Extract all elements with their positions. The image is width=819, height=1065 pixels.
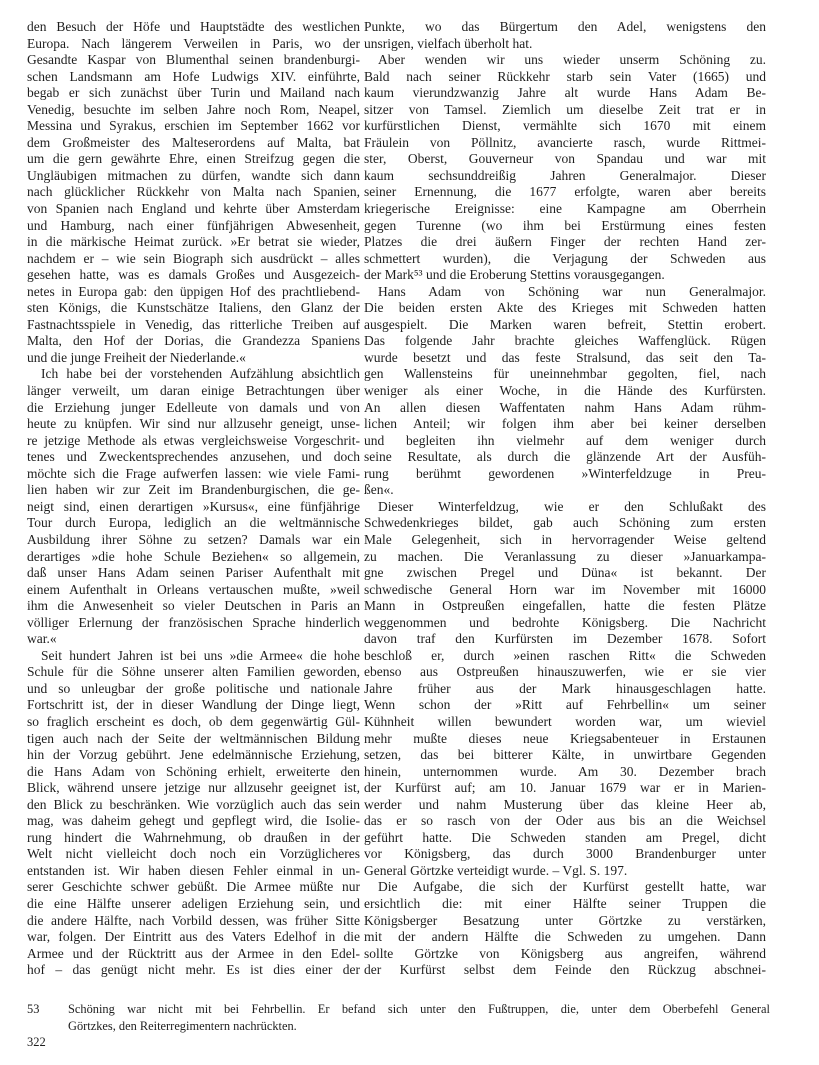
text-line: ihm die Anwesenheit so vieler Deutschen in Paris an	[27, 598, 360, 614]
footnote	[27, 1001, 770, 1035]
text-line: Schwedenkrieges bildet, gab auch Schöning zum ersten	[364, 515, 766, 531]
text-line: Die Aufgabe, die sich der Kurfürst gestellt hatte, war	[378, 879, 766, 895]
page-number: 322	[27, 1035, 46, 1049]
text-line: den Blick zu beschränken. Wie vorzüglich auch das sein	[27, 796, 360, 812]
text-line: Aber wenden wir uns wieder unserm Schöning zu.	[378, 52, 766, 68]
text-line: war.«	[27, 631, 57, 647]
text-line: hof – das genügt nicht mehr. Es ist dies einer der	[27, 962, 360, 978]
text-line: Jahre früher aus der Mark hinausgeschlagen hatte.	[364, 680, 766, 696]
text-line: geführt hatte. Die Schweden standen am Pregel, dicht	[364, 829, 766, 845]
text-line: werder und nahm Musterung über das kleine Heer ab,	[364, 796, 766, 812]
text-line: Das folgende Jahr brachte gleiches Waffenglück. Rügen	[364, 333, 766, 349]
text-line: mehr mußte dieses neue Kriegsabenteuer in Erstaunen	[364, 730, 766, 746]
text-line: Tour durch Europa, lediglich an die weltmännische	[27, 515, 360, 531]
text-line: kaum vierundzwanzig Jahre alt wurde Hans Adam Be-	[364, 85, 766, 101]
text-line: Wenn schon der »Ritt auf Fehrbellin« um seiner	[364, 697, 766, 713]
text-line: tenes und Zweckentsprechendes anzusehen, und doch	[27, 449, 360, 465]
text-line: um die gern gewährte Ehre, einen Streifzug gegen die	[27, 151, 360, 167]
text-line: kriegerische Ereignisse: eine Kampagne am Oberrhein	[364, 201, 766, 217]
text-line: und so unleugbar der große politische und nationale	[27, 680, 360, 696]
text-line: hin der Vorzug gebührt. Jene edelmännische Erziehung,	[27, 747, 360, 763]
text-line: gesehen hatte, was es damals Großes und Ausgezeich-	[27, 267, 360, 283]
text-line: hinein, unternommen wurde. Am 30. Dezember brach	[364, 763, 766, 779]
text-line: beschloß er, durch »einen raschen Ritt« die Schweden	[364, 647, 766, 663]
text-line: ßen«.	[364, 482, 394, 498]
text-line: Gesandte Kaspar von Blumenthal seinen brandenburgi-	[27, 52, 360, 68]
text-line: war, folgen. Der Eintritt aus des Vaters Edelhof in die	[27, 929, 360, 945]
text-line: setzen, das bei bitterer Kälte, in unwirtbare Gegenden	[364, 747, 766, 763]
text-line: Welt nicht vielleicht doch noch ein Vorzüglicheres	[27, 846, 360, 862]
text-line: Ich habe bei der vorstehenden Aufzählung absichtlich	[41, 366, 360, 382]
text-line: gen Wallensteins für uneinnehmbar gegolten, fiel, nach	[364, 366, 766, 382]
text-line: und die junge Freiheit der Niederlande.«	[27, 349, 246, 365]
text-line: Messina und Syrakus, erschien im September 1662 vor	[27, 118, 360, 134]
text-line: nach glücklicher Rückkehr von Malta nach Spanien,	[27, 184, 360, 200]
text-line: seiner Ernennung, die 1677 erfolgte, waren aber bereits	[364, 184, 766, 200]
text-line: entstanden ist. Wir haben diesen Fehler einmal in un-	[27, 862, 360, 878]
text-line: Platzes die drei äußern Finger der rechten Hand zer-	[364, 234, 766, 250]
text-line: Dieser Winterfeldzug, wie er den Schlußakt des	[378, 498, 766, 514]
text-line: davon traf den Kurfürsten im Dezember 1678. Sofort	[364, 631, 766, 647]
text-line: lichen Anteil; wir folgen ihm aber bei keiner derselben	[364, 416, 766, 432]
text-line: serer Geschichte schwer gebüßt. Die Armee müßte nur	[27, 879, 360, 895]
text-line: ausgespielt. Die Marken waren befreit, Stettin erobert.	[364, 316, 766, 332]
text-line: Fastnachtsspiele in Venedig, das ritterliche Treiben auf	[27, 316, 360, 332]
text-column-right	[364, 19, 766, 979]
text-line: von Spanien nach England und kehrte über Amsterdam	[27, 201, 360, 217]
text-line: lien haben wir zur Zeit im Brandenburgischen, die ge-	[27, 482, 360, 498]
text-line: schmettert wurden), die Verjagung der Schweden aus	[364, 250, 766, 266]
text-line: begab er sich zunächst über Turin und Mailand nach	[27, 85, 360, 101]
text-line: ster, Oberst, Gouverneur von Spandau und war mit	[364, 151, 766, 167]
text-line: ersichtlich die: mit einer Hälfte seiner Truppen die	[364, 895, 766, 911]
text-line: re jetzige Methode als etwas vergleichsweise Vorgeschrit-	[27, 432, 360, 448]
text-line: kaum sechsunddreißig Jahren Generalmajor. Dieser	[364, 167, 766, 183]
text-line: nachdem er – wie sein Biograph sich ausdrückt – alles	[27, 250, 360, 266]
text-line: den Besuch der Höfe und Hauptstädte des westlichen	[27, 19, 360, 34]
text-line: der Mark⁵³ und die Eroberung Stettins vorausgegangen.	[364, 267, 665, 283]
text-line: schen Landsmann am Hofe Ludwigs XIV. einführte,	[27, 68, 360, 84]
text-line: einem Aufenthalt in Orleans vertauschen mußte, »weil	[27, 581, 360, 597]
text-line: und begleiten ihn vielmehr auf dem weniger durch	[364, 432, 766, 448]
footnote-line: Görtzkes, den Reiterregimentern nachrückten.	[68, 1019, 297, 1034]
text-line: der Kurfürst selbst dem Feinde den Rückzug abschnei-	[364, 962, 766, 978]
footnote-number: 53	[27, 1002, 40, 1016]
text-line: die Erziehung junger Edelleute von damals und von	[27, 399, 360, 415]
text-line: Punkte, wo das Bürgertum den Adel, wenigstens den	[364, 19, 766, 34]
text-line: Mann in Ostpreußen eingefallen, hatte die festen Plätze	[364, 598, 766, 614]
text-line: kurfürstlichen Dienst, vermählte sich 1670 mit einem	[364, 118, 766, 134]
text-line: sollte Görtzke von Königsberg aus angreifen, während	[364, 945, 766, 961]
text-line: Malta, den Hof der Dorias, die Grandezza Spaniens	[27, 333, 360, 349]
text-line: möchte sich die Frage aufwerfen lassen: wie viele Fami-	[27, 465, 360, 481]
footnote-line: Schöning war nicht mit bei Fehrbellin. Er befand sich unter den Fußtruppen, die, unter dem Oberbefehl General	[68, 1002, 770, 1016]
text-line: völliger Erlernung der französischen Sprache hinderlich	[27, 614, 360, 630]
text-line: Blick, während unsere jetzige nur allzusehr geeignet ist,	[27, 780, 360, 796]
text-line: Kühnheit willen bewundert worden war, um wieviel	[364, 713, 766, 729]
text-line: Fortschritt ist, der in dieser Wandlung der Dinge liegt,	[27, 697, 360, 713]
text-line: daß unser Hans Adam seinen Pariser Aufenthalt mit	[27, 565, 360, 581]
text-line: gne zwischen Pregel und Düna« ist bekannt. Der	[364, 565, 766, 581]
text-line: ebenso aus Ostpreußen hinauszuwerfen, wie er sie vier	[364, 664, 766, 680]
text-line: tigen auch nach der Seite der weltmännischen Bildung	[27, 730, 360, 746]
text-line: dem Großmeister des Malteserordens auf Malta, bat	[27, 134, 360, 150]
text-line: General Görtzke verteidigt wurde. – Vgl. S. 197.	[364, 862, 628, 878]
text-line: Seit hundert Jahren ist bei uns »die Armee« die hohe	[41, 647, 360, 663]
text-line: die Hans Adam von Schöning erhielt, erweiterte den	[27, 763, 360, 779]
text-line: in die märkische Heimat zurück. »Er betrat sie wieder,	[27, 234, 360, 250]
text-column-left	[27, 19, 360, 979]
text-line: mit der andern Hälfte die Schweden zu umgehen. Dann	[364, 929, 766, 945]
text-line: sitzer von Tamsel. Ziemlich um dieselbe Zeit trat er in	[364, 101, 766, 117]
text-line: rung hindert die Wahrnehmung, ob draußen in der	[27, 829, 360, 845]
text-line: Ausbildung ihrer Söhne zu setzen? Damals war ein	[27, 531, 360, 547]
text-line: weggenommen und bedrohte Königsberg. Die Nachricht	[364, 614, 766, 630]
text-line: vor Königsberg, das durch 3000 Brandenburger unter	[364, 846, 766, 862]
text-line: Fräulein von Pöllnitz, avancierte rasch, wurde Rittmei-	[364, 134, 766, 150]
text-line: netes in Europa gab: den üppigen Hof des prachtliebend-	[27, 283, 360, 299]
text-line: Die beiden ersten Akte des Krieges mit Schweden hatten	[364, 300, 766, 316]
text-line: länger verweilt, um daran einige Betrachtungen über	[27, 383, 360, 399]
text-line: so fraglich erscheint es doch, ob dem gegenwärtig Gül-	[27, 713, 360, 729]
text-line: wurde besetzt und das feste Stralsund, das seit den Ta-	[364, 349, 766, 365]
text-line: seine Resultate, als durch die glänzende Art der Ausfüh-	[364, 449, 766, 465]
text-line: das er so rasch von der Oder aus bis an die Weichsel	[364, 813, 766, 829]
text-line: Venedig, besuchte im selben Jahre noch Rom, Neapel,	[27, 101, 360, 117]
text-line: Schule für die Söhne unserer alten Familien geworden,	[27, 664, 360, 680]
text-line: rung berühmt gewordenen »Winterfeldzuge in Preu-	[364, 465, 766, 481]
text-line: Male Gelegenheit, sich in hervorragender Weise geltend	[364, 531, 766, 547]
text-line: Armee und der Rücktritt aus der Armee in den Edel-	[27, 945, 360, 961]
text-line: die eine Hälfte unserer adeligen Erziehung sein, und	[27, 895, 360, 911]
text-line: An allen diesen Waffentaten nahm Hans Adam rühm-	[364, 399, 766, 415]
text-line: schwedische General Horn war im November mit 16000	[364, 581, 766, 597]
text-line: derartiges »die hohe Schule Beziehen« so allgemein,	[27, 548, 360, 564]
text-line: mag, was daheim gehegt und gepflegt wird, die Isolie-	[27, 813, 360, 829]
text-line: heute zu knüpfen. Wir sind nur allzusehr geneigt, unse-	[27, 416, 360, 432]
text-line: und Hamburg, nach einer fünfjährigen Abwesenheit,	[27, 217, 360, 233]
text-line: Bald nach seiner Rückkehr starb sein Vater (1665) und	[364, 68, 766, 84]
text-line: weniger als einer Woche, in die Hände des Kurfürsten.	[364, 383, 766, 399]
text-line: gegen Turenne (wo ihm bei Erstürmung eines festen	[364, 217, 766, 233]
text-line: sten Königs, die Kunstschätze Italiens, den Glanz der	[27, 300, 360, 316]
text-line: Hans Adam von Schöning war nun Generalmajor.	[378, 283, 766, 299]
text-line: der Kurfürst auf; am 10. Januar 1679 war er in Marien-	[364, 780, 766, 796]
text-line: Königsberger Besatzung unter Görtzke zu verstärken,	[364, 912, 766, 928]
text-line: die andere Hälfte, nach Vorbild dessen, was früher Sitte	[27, 912, 360, 928]
text-line: neigt sind, einen derartigen »Kursus«, eine fünfjährige	[27, 498, 360, 514]
text-line: zu machen. Die Veranlassung zu dieser »Januarkampa-	[364, 548, 766, 564]
text-line: Ungläubigen mitmachen zu dürfen, wandte sich dann	[27, 167, 360, 183]
text-line: Europa. Nach längerem Verweilen in Paris, wo der	[27, 35, 360, 51]
footnote-text	[68, 1001, 770, 1035]
text-line: unsrigen, vielfach überholt hat.	[364, 35, 533, 51]
